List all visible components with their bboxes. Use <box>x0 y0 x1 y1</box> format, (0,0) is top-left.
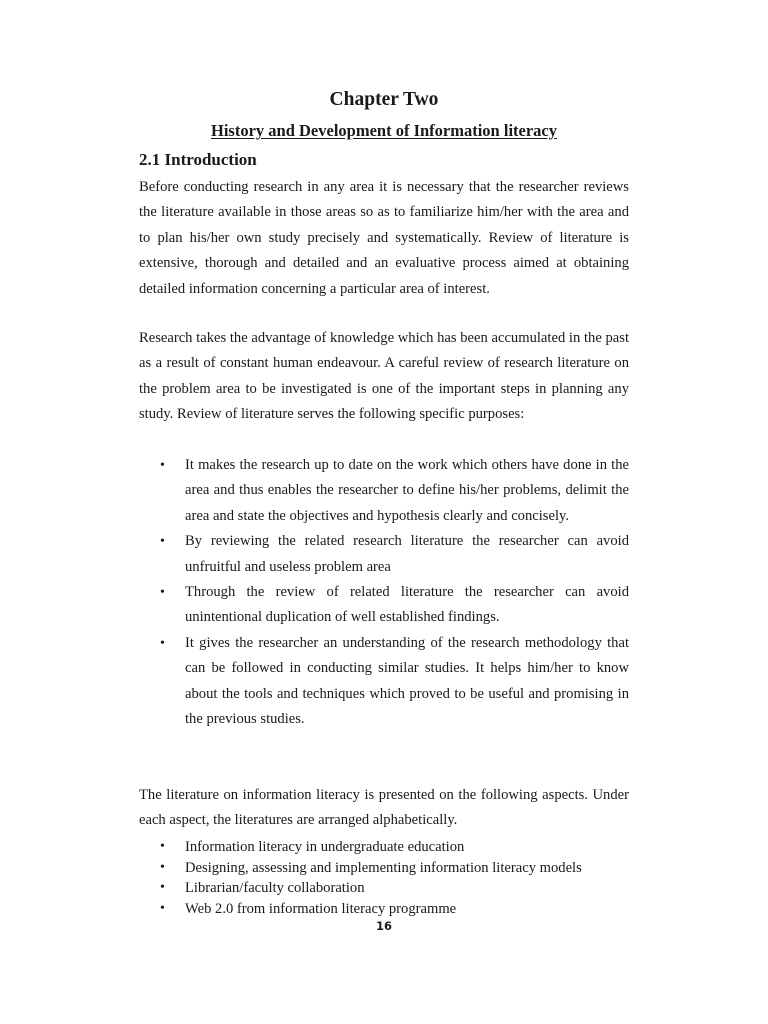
list-item-text: By reviewing the related research literature the researcher can avoid unfruitful and useless problem area <box>185 533 629 575</box>
list-item-text: It gives the researcher an understanding of the research methodology that can be followed in conducting similar studies. It helps him/her to know about the tools and techniques which proved to be useful and promising in the previous studies. <box>185 634 629 728</box>
list-item-text: Web 2.0 from information literacy programme <box>185 900 457 917</box>
paragraph-intro: Before conducting research in any area it is necessary that the researcher reviews the literature available in those areas so as to familiarize him/her with the area and to plan his/her own study precisely and systematically. Review of literature is extensive, thorough and detailed and an evaluative process aimed at obtaining detailed information concerning a particular area of interest. <box>139 179 629 297</box>
bullet-icon: • <box>160 859 165 875</box>
list-item-text: Designing, assessing and implementing information literacy models <box>185 859 582 876</box>
list-item-text: Through the review of related literature the researcher can avoid unintentional duplication of well established findings. <box>185 584 629 626</box>
bullet-icon: • <box>160 900 165 916</box>
page-number: 16 <box>375 919 392 933</box>
list-item <box>139 878 629 899</box>
paragraph-aspects: The literature on information literacy is presented on the following aspects. Under each aspect, the literatures are arranged alphabetically. <box>139 787 629 829</box>
list-item-text: It makes the research up to date on the work which others have done in the area and thus enables the researcher to define his/her problems, delimit the area and state the objectives and hypothesis clearly and concisely. <box>185 457 629 524</box>
list-item <box>139 837 629 858</box>
section-heading: 2.1 Introduction <box>139 150 257 169</box>
bullet-icon: • <box>160 880 165 896</box>
aspects-list <box>139 837 629 919</box>
bullet-icon: • <box>160 839 165 854</box>
list-item <box>139 580 629 631</box>
chapter-subtitle <box>139 120 629 142</box>
list-item-text: Information literacy in undergraduate education <box>185 839 465 855</box>
bullet-icon: • <box>160 585 165 601</box>
bullet-icon: • <box>160 534 165 550</box>
list-item <box>139 529 629 580</box>
purposes-list <box>139 453 629 732</box>
bullet-icon: • <box>160 635 165 651</box>
list-item <box>139 631 629 733</box>
list-item <box>139 899 629 920</box>
list-item-text: Librarian/faculty collaboration <box>185 880 365 897</box>
chapter-subtitle-text: History and Development of Information literacy <box>211 121 557 140</box>
list-item <box>139 453 629 529</box>
paragraph-research: Research takes the advantage of knowledge which has been accumulated in the past as a result of constant human endeavour. A careful review of research literature on the problem area to be investigated is one of the important steps in planning any study. Review of literature serves the following specific purposes: <box>139 330 629 423</box>
bullet-icon: • <box>160 458 165 473</box>
list-item <box>139 858 629 879</box>
chapter-title: Chapter Two <box>329 89 439 110</box>
